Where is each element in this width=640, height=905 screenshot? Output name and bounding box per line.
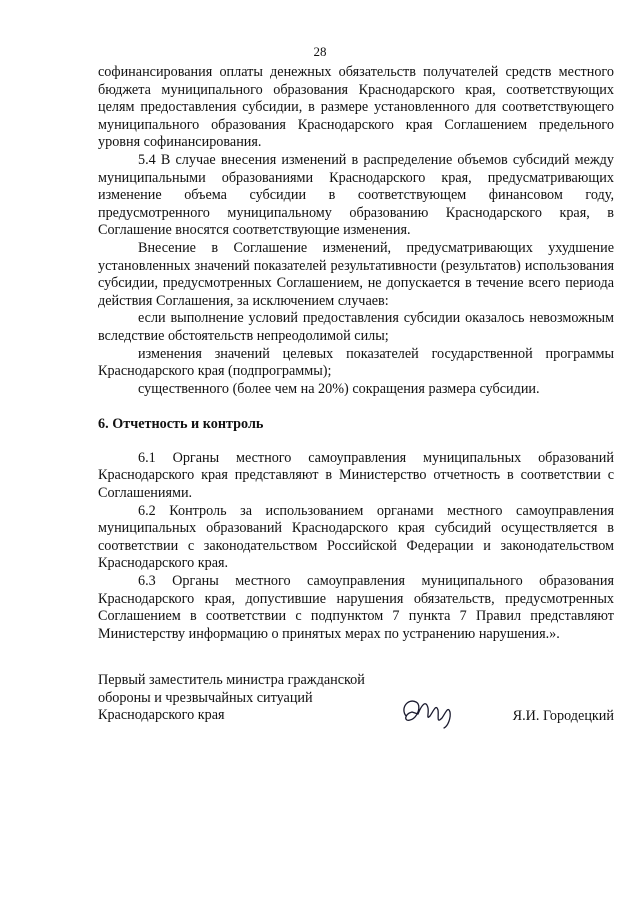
paragraph-exception-reduction: существенного (более чем на 20%) сокращения размера субсидии. — [138, 380, 540, 397]
paragraph-exception-targets: изменения значений целевых показателей государственной программы Краснодарского края (подпрограммы); — [98, 345, 614, 380]
paragraph-5-4: 5.4 В случае внесения изменений в распределение объемов субсидий между муниципальными образованиями Краснодарского края, предусматривающих изменение объема субсидии в соответствующем финансовом году, предусмотренного муниципальному образованию Краснодарского края, в Соглашение вносятся соответствующие изменения. — [98, 151, 614, 239]
signer-title-line: обороны и чрезвычайных ситуаций — [98, 689, 313, 706]
page-number: 28 — [313, 44, 327, 59]
paragraph-6-2: 6.2 Контроль за использованием органами местного самоуправления муниципальных образований Краснодарского края субсидий осуществляется в соответствии с законодательством Российской Федерации и законодательством Краснодарского края. — [98, 502, 614, 572]
paragraph-6-3: 6.3 Органы местного самоуправления муниципального образования Краснодарского края, допустившие нарушения обязательств, предусмотренных Соглашением в соответствии с подпунктом 7 пункта 7 Правил представляют Министерству информацию о принятых мерах по устранению нарушения.». — [98, 573, 614, 642]
paragraph-cofinancing: софинансирования оплаты денежных обязательств получателей средств местного бюджета муниципального образования Краснодарского края, соответствующих целям предоставления субсидии, в размере установленного для соответствующего муниципального образования Краснодарского края Соглашением предельного уровня софинансирования. — [98, 64, 614, 151]
paragraph-6-1: 6.1 Органы местного самоуправления муниципальных образований Краснодарского края представляют в Министерство отчетность в соответствии с Соглашениями. — [98, 449, 614, 502]
paragraph-amendments: Внесение в Соглашение изменений, предусматривающих ухудшение установленных значений показателей результативности (результатов) использования субсидии, предусмотренных Соглашением, не допускается в течение всего периода действия Соглашения, за исключением случаев: — [98, 239, 614, 309]
paragraph-exception-force-majeure: если выполнение условий предоставления субсидии оказалось невозможным вследствие обстоятельств непреодолимой силы; — [98, 310, 614, 344]
signer-name: Я.И. Городецкий — [512, 708, 614, 724]
section-heading: 6. Отчетность и контроль — [98, 416, 264, 433]
signer-title — [98, 672, 365, 725]
document-body — [98, 64, 614, 643]
handwritten-signature — [398, 694, 458, 730]
signer-title-line: Краснодарского края — [98, 707, 225, 724]
signer-title-line: Первый заместитель министра гражданской — [98, 672, 365, 688]
signature-block — [98, 672, 614, 732]
